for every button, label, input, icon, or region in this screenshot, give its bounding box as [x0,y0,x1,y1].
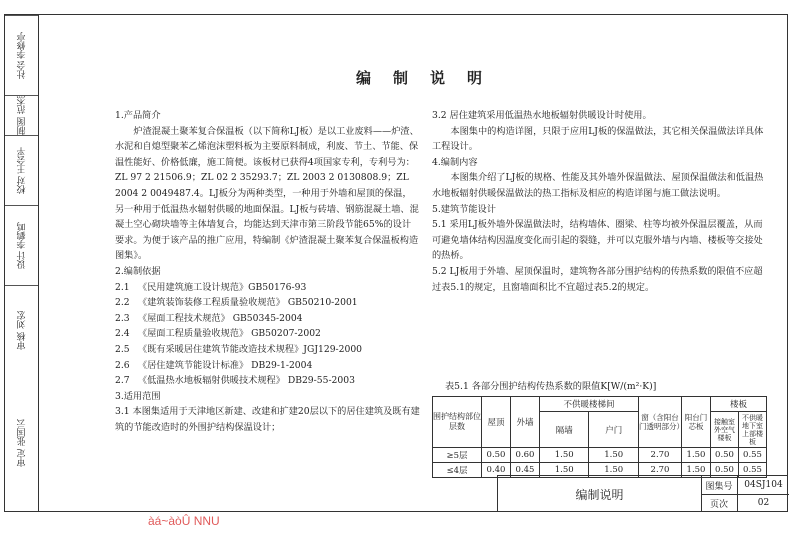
reference-item: 2.1 《民用建筑施工设计规范》GB50176-93 [115,281,307,293]
reference-item: 2.3 《屋面工程技术规范》 GB50345-2004 [115,312,303,324]
col-floor-a: 接触室外空气楼板 [711,412,739,448]
footer-block [497,475,788,512]
section-2-heading: 2.编制依据 [115,265,161,277]
tb-cell-2: 制图 范杰 [5,95,39,135]
heat-transfer-table [432,396,767,478]
group-floor: 楼板 [711,397,767,412]
tb-cell-1: 社会 李修亭 [5,15,39,95]
section-3-note: 本图集中的构造详图，只限于应用LJ板的保温做法，其它相关保温做法详具体工程设计。 [432,125,764,153]
section-4-heading: 4.编制内容 [432,156,478,168]
page-title: 编制说明 [355,69,504,87]
reference-item: 2.5 《既有采暖居住建筑节能改造技术规程》JGJ129-2000 [115,343,363,355]
footer-title: 编制说明 [498,476,702,512]
tb-cell-5: 审核 刘宏 [5,285,39,375]
tb-cell-3: 校对 王会平 [5,135,39,205]
left-column [115,108,420,435]
col-partition: 隔墙 [540,412,589,448]
reference-item: 2.4 《屋面工程质量验收规范》 GB50207-2002 [115,328,321,340]
footer-atlas: 图集号 04SJ104 [701,476,789,495]
section-5-2-text: 5.2 LJ板用于外墙、屋顶保温时，建筑物各部分围护结构的传热系数的限值不应超过表5.1的规定，且窗墙面积比不宜超过表5.2的规定。 [432,265,763,293]
section-1-heading: 1.产品简介 [115,110,161,121]
table-row: ≥5层 0.50 0.60 1.50 1.50 2.70 1.50 0.50 0.55 [433,448,767,463]
section-4-text: 本图集介绍了LJ板的规格、性能及其外墙外保温做法、屋顶保温做法和低温热水地板辐射供暖保温做法的热工指标及相应的构造详图与施工做法说明。 [432,172,764,199]
table-row: ≤4层 0.40 0.45 1.50 1.50 2.70 1.50 0.50 0.55 [433,463,767,478]
title-block [4,14,38,512]
tb-cell-6: 审定 张国云 [17,419,28,467]
section-5-1-text: 5.1 采用LJ板外墙外保温做法时，结构墙体、圈梁、柱等均被外保温层覆盖，从而可避免墙体结构因温度变化而引起的裂缝，并可以克服外墙与内墙、楼板等交接处的热桥。 [432,219,763,262]
group-unheated: 不供暖楼梯间 [540,397,639,412]
section-3-1-text: 3.1 本图集适用于天津地区新建、改建和扩建20层以下的居住建筑及既有建筑的节能改造时的外围护结构保温设计； [115,406,420,433]
reference-item: 2.7 《低温热水地板辐射供暖技术规程》 DB29-55-2003 [115,375,355,387]
tb-cell-4: 设计 李鹤鸣 [5,205,39,285]
section-1-text: 炉渣混凝土聚苯复合保温板（以下简称LJ板）是以工业废料——炉渣、水泥和自熄型聚苯乙烯泡沫塑料板为主要原料制成，利废、节土、节能、保温性能好、价格低廉，施工简便。该板材已获得4项国家专利，专利号为：ZL 97 2 21506.9；ZL 02 2 35293.7；ZL 2003 2 0130808.9；ZL 2004 2 0049487.4。LJ板分为两种类型，一种用于外墙和屋顶的保温，另一种用于低温热水辐射供暖的地面保温。LJ板与砖墙、钢筋混凝土墙、混凝土空心砌块墙等主体墙复合，均能达到天津市第三阶段节能65%的设计要求。为便于该产品的推广应用，特编制《炉渣混凝土聚苯复合保温板构造图集》。 [115,125,419,262]
col-window: 窗（含阳台门透明部分） [639,397,682,448]
section-3-2-text: 3.2 居住建筑采用低温热水地板辐射供暖设计时使用。 [432,110,652,121]
watermark-text: àá~àòÛ NNU [148,514,220,528]
col-balcony: 阳台门芯板 [682,397,711,448]
section-3-heading: 3.适用范围 [115,390,161,402]
col-wall: 外墙 [511,397,540,448]
reference-item: 2.6 《居住建筑节能设计标准》 DB29-1-2004 [115,359,313,371]
table-corner: 围护结构部位 层数 [433,397,482,448]
section-5-heading: 5.建筑节能设计 [432,203,496,215]
reference-item: 2.2 《建筑装饰装修工程质量验收规范》 GB50210-2001 [115,297,358,309]
right-column [432,108,770,295]
col-floor-b: 不供暖地下室上部楼板 [739,412,767,448]
table-caption: 表5.1 各部分围护结构传热系数的限值K[W/(m²·K)] [445,381,657,392]
footer-page: 页次 02 [701,494,789,512]
col-door: 户门 [589,412,639,448]
col-roof: 屋顶 [482,397,511,448]
